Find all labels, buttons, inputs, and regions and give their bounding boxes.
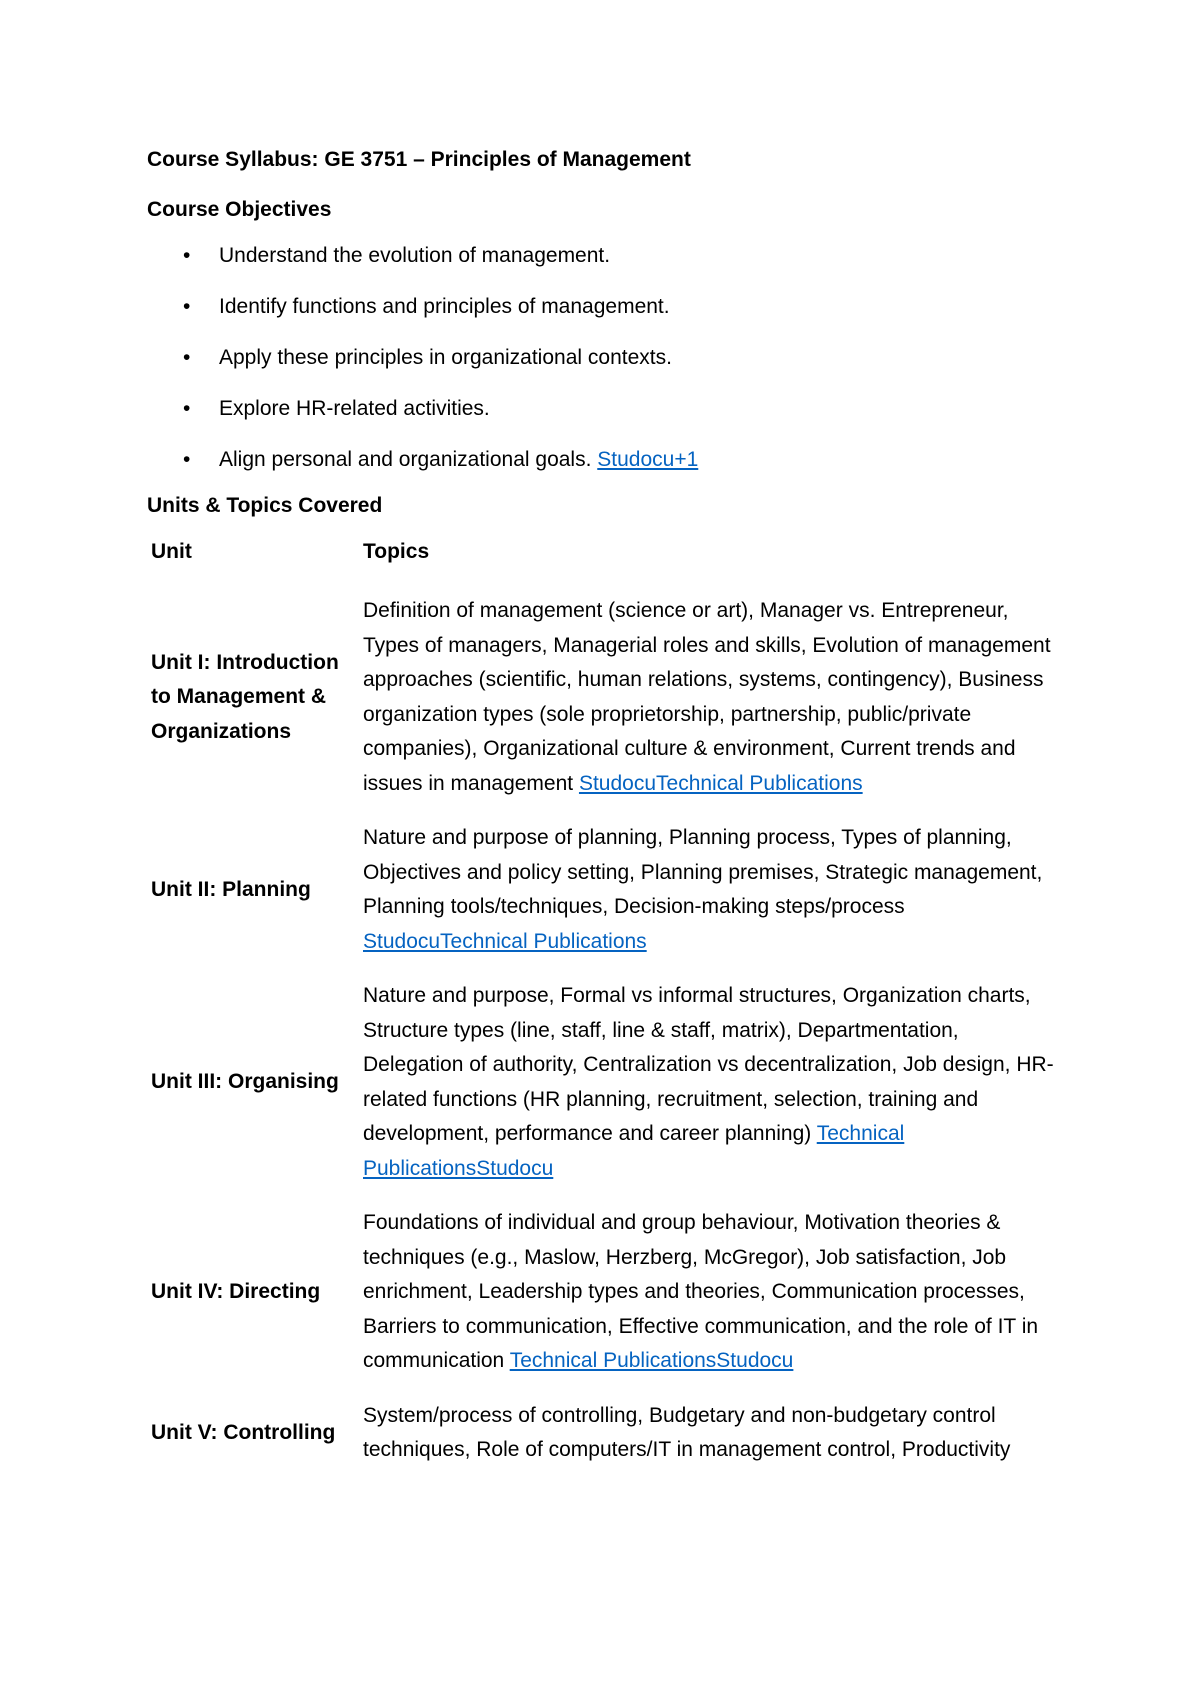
table-row <box>147 821 1067 979</box>
table-row <box>147 1399 1067 1488</box>
units-heading: Units & Topics Covered <box>147 494 383 517</box>
document-page <box>147 146 1067 1488</box>
source-link[interactable]: StudocuTechnical Publications <box>363 929 647 953</box>
column-header-topics: Topics <box>363 540 430 563</box>
table-row <box>147 594 1067 821</box>
objective-item <box>147 395 1067 423</box>
objective-item <box>147 446 1067 474</box>
topics-cell <box>359 821 1067 979</box>
objective-text: Explore HR-related activities. <box>219 397 490 420</box>
unit-cell: Unit I: Introduction to Management & Organizations <box>151 650 339 743</box>
table-row <box>147 1206 1067 1399</box>
column-header-unit: Unit <box>151 540 192 563</box>
topics-text: Foundations of individual and group behaviour, Motivation theories & techniques (e.g., Maslow, Herzberg, McGregor), Job satisfaction, Job enrichment, Leadership types and theories, Communication processes, Barriers to communication, Effective communication, and the role of IT in communication <box>363 1211 1039 1372</box>
objective-text: Align personal and organizational goals. <box>219 448 598 471</box>
unit-cell: Unit III: Organising <box>151 1070 339 1094</box>
table-header-row <box>147 538 1067 594</box>
units-table <box>147 538 1067 1488</box>
source-link[interactable]: Technical PublicationsStudocu <box>509 1349 794 1372</box>
source-link[interactable]: StudocuTechnical Publications <box>578 771 863 795</box>
objective-item <box>147 293 1067 321</box>
bullet-icon: • <box>183 397 191 420</box>
objective-text: Understand the evolution of management. <box>219 244 611 267</box>
topics-cell <box>359 1206 1067 1399</box>
source-link[interactable]: Technical PublicationsStudocu <box>363 1122 905 1180</box>
objective-item <box>147 242 1067 270</box>
topics-cell <box>359 1399 1067 1488</box>
unit-cell: Unit V: Controlling <box>151 1420 336 1444</box>
unit-cell: Unit IV: Directing <box>151 1280 321 1303</box>
bullet-icon: • <box>183 448 191 471</box>
bullet-icon: • <box>183 244 191 267</box>
objective-text: Apply these principles in organizational contexts. <box>219 346 672 369</box>
topics-text: Definition of management (science or art), Manager vs. Entrepreneur, Types of managers, Managerial roles and skills, Evolution of management approaches (scientific, human relations, systems, contingency), Business organization types (sole proprietorship, partnership, public/private companies), Organizational culture & environment, Current trends and issues in management <box>363 599 1051 795</box>
topics-cell <box>359 979 1067 1206</box>
objectives-list <box>147 242 1067 474</box>
source-link[interactable]: Studocu+1 <box>597 448 699 471</box>
topics-text: Nature and purpose of planning, Planning process, Types of planning, Objectives and policy setting, Planning premises, Strategic management, Planning tools/techniques, Decision-making steps/process <box>363 826 1043 918</box>
objectives-heading: Course Objectives <box>147 198 332 221</box>
document-title: Course Syllabus: GE 3751 – Principles of Management <box>147 148 691 171</box>
objective-item <box>147 344 1067 372</box>
table-row <box>147 979 1067 1206</box>
bullet-icon: • <box>183 295 191 318</box>
unit-cell: Unit II: Planning <box>151 877 311 901</box>
topics-text: System/process of controlling, Budgetary and non-budgetary control techniques, Role of computers/IT in management control, Productivity <box>363 1403 1011 1461</box>
bullet-icon: • <box>183 346 191 369</box>
objective-text: Identify functions and principles of management. <box>219 295 670 318</box>
topics-text: Nature and purpose, Formal vs informal structures, Organization charts, Structure types (line, staff, line & staff, matrix), Departmentation, Delegation of authority, Centralization vs decentralization, Job design, HR-related functions (HR planning, recruitment, selection, training and development, performance and career planning) <box>363 984 1054 1145</box>
topics-cell <box>359 594 1067 821</box>
